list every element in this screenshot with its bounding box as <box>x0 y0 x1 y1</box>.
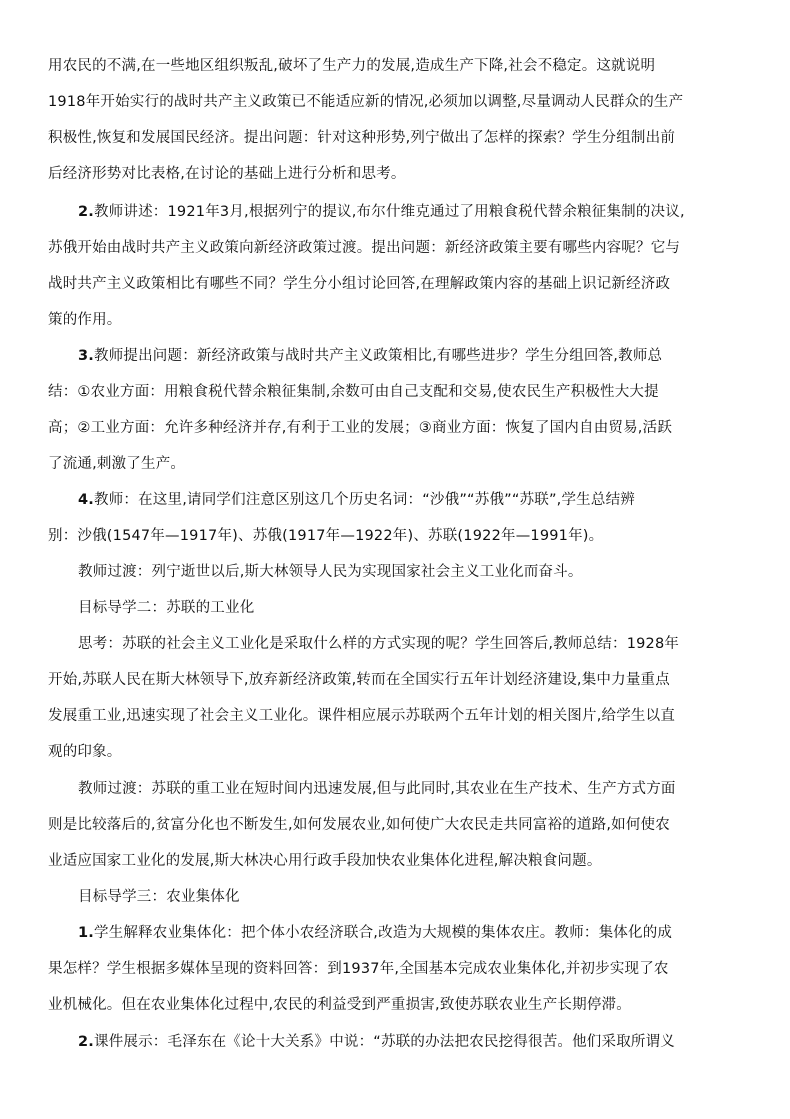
paragraph-11-line-1 <box>78 1032 748 1052</box>
paragraph-2-line-3: 战时共产主义政策相比有哪些不同？学生分小组讨论回答,在理解政策内容的基础上识记新经济政 <box>48 276 671 292</box>
paragraph-7-line-4: 观的印象。 <box>48 744 122 760</box>
paragraph-10-line-1 <box>78 923 748 943</box>
paragraph-8-line-3: 业适应国家工业化的发展,斯大林决心用行政手段加快农业集体化进程,解决粮食问题。 <box>48 853 602 869</box>
paragraph-10-line-2: 果怎样？学生根据多媒体呈现的资料回答：到1937年,全国基本完成农业集体化,并初步实现了农 <box>48 961 669 977</box>
paragraph-7-line-2: 开始,苏联人民在斯大林领导下,放弃新经济政策,转而在全国实行五年计划经济建设,集中力量重点 <box>48 672 670 688</box>
paragraph-1-line-4: 后经济形势对比表格,在讨论的基础上进行分析和思考。 <box>48 166 406 182</box>
paragraph-text: 课件展示：毛泽东在《论十大关系》中说：“苏联的办法把农民挖得很苦。他们采取所谓义 <box>94 1034 676 1050</box>
paragraph-text: 学生解释农业集体化：把个体小农经济联合,改造为大规模的集体农庄。教师：集体化的成 <box>94 925 673 941</box>
paragraph-text: 教师提出问题：新经济政策与战时共产主义政策相比,有哪些进步？学生分组回答,教师总 <box>94 348 663 364</box>
item-number: 3. <box>78 348 94 364</box>
paragraph-3-line-2: 结：①农业方面：用粮食税代替余粮征集制,余数可由自己支配和交易,使农民生产积极性大大提 <box>48 384 659 400</box>
section-heading-3: 目标导学三：农业集体化 <box>78 889 240 905</box>
paragraph-3-line-3: 高；②工业方面：允许多种经济并存,有利于工业的发展；③商业方面：恢复了国内自由贸易,活跃 <box>48 420 673 436</box>
paragraph-3-line-1 <box>78 346 748 366</box>
paragraph-8-line-2: 则是比较落后的,贫富分化也不断发生,如何发展农业,如何使广大农民走共同富裕的道路,如何使农 <box>48 817 670 833</box>
paragraph-1-line-3: 积极性,恢复和发展国民经济。提出问题：针对这种形势,列宁做出了怎样的探索？学生分组制出前 <box>48 130 676 146</box>
paragraph-2-line-1 <box>78 202 748 222</box>
item-number: 2. <box>78 204 94 220</box>
paragraph-8-line-1: 教师过渡：苏联的重工业在短时间内迅速发展,但与此同时,其农业在生产技术、生产方式方面 <box>78 781 676 797</box>
item-number: 1. <box>78 925 94 941</box>
paragraph-4-line-2: 别：沙俄(1547年—1917年)、苏俄(1917年—1922年)、苏联(1922年—1991年)。 <box>48 528 604 544</box>
paragraph-text: 教师讲述：1921年3月,根据列宁的提议,布尔什维克通过了用粮食税代替余粮征集制的决议, <box>94 204 685 220</box>
paragraph-5-line-1: 教师过渡：列宁逝世以后,斯大林领导人民为实现国家社会主义工业化而奋斗。 <box>78 564 583 580</box>
paragraph-2-line-2: 苏俄开始由战时共产主义政策向新经济政策过渡。提出问题：新经济政策主要有哪些内容呢？它与 <box>48 240 681 256</box>
paragraph-2-line-4: 策的作用。 <box>48 312 122 328</box>
item-number: 2. <box>78 1034 94 1050</box>
section-heading-2: 目标导学二：苏联的工业化 <box>78 600 255 616</box>
paragraph-4-line-1 <box>78 490 748 510</box>
paragraph-7-line-3: 发展重工业,迅速实现了社会主义工业化。课件相应展示苏联两个五年计划的相关图片,给学生以直 <box>48 708 676 724</box>
paragraph-10-line-3: 业机械化。但在农业集体化过程中,农民的利益受到严重损害,致使苏联农业生产长期停滞。 <box>48 997 631 1013</box>
item-number: 4. <box>78 492 94 508</box>
paragraph-1-line-1: 用农民的不满,在一些地区组织叛乱,破坏了生产力的发展,造成生产下降,社会不稳定。这就说明 <box>48 58 656 74</box>
paragraph-3-line-4: 了流通,刺激了生产。 <box>48 456 186 472</box>
paragraph-1-line-2: 1918年开始实行的战时共产主义政策已不能适应新的情况,必须加以调整,尽量调动人民群众的生产 <box>48 94 684 110</box>
paragraph-7-line-1: 思考：苏联的社会主义工业化是采取什么样的方式实现的呢？学生回答后,教师总结：1928年 <box>78 636 680 652</box>
paragraph-text: 教师：在这里,请同学们注意区别这几个历史名词：“沙俄”“苏俄”“苏联”,学生总结辨 <box>94 492 635 508</box>
